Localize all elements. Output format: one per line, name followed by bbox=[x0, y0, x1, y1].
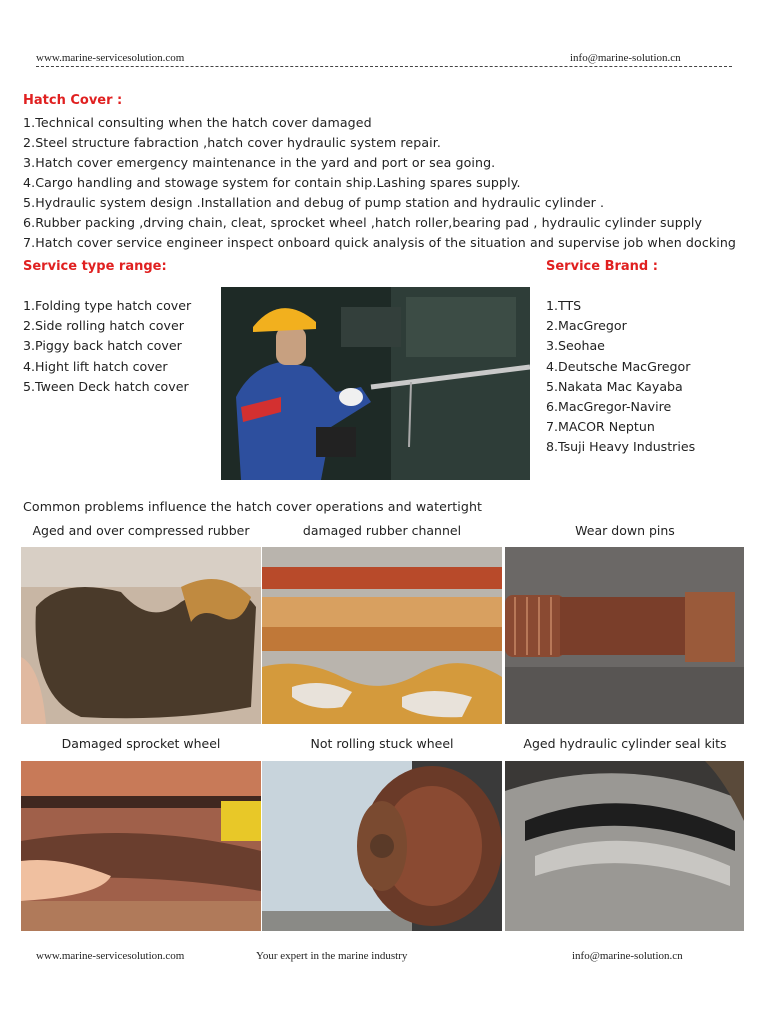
sprocket-wheel-photo bbox=[21, 761, 261, 931]
hatch-item-3: 3.Hatch cover emergency maintenance in the yard and port or sea going. bbox=[23, 155, 496, 170]
list-item: 3.Seohae bbox=[546, 338, 605, 354]
wear-pins-photo bbox=[505, 547, 744, 724]
header-email[interactable]: info@marine-solution.cn bbox=[570, 52, 681, 64]
caption-rubber-channel: damaged rubber channel bbox=[302, 523, 462, 538]
caption-wear-pins: Wear down pins bbox=[575, 523, 675, 538]
hatch-item-5: 5.Hydraulic system design .Installation and debug of pump station and hydraulic cylinder . bbox=[23, 195, 605, 210]
list-item: 2.Side rolling hatch cover bbox=[23, 318, 184, 334]
list-item: 6.MacGregor-Navire bbox=[546, 399, 672, 415]
list-item: 1.Folding type hatch cover bbox=[23, 298, 192, 313]
list-item: 5.Tween Deck hatch cover bbox=[23, 378, 189, 394]
seal-kits-photo bbox=[505, 761, 744, 931]
hatch-item-1: 1.Technical consulting when the hatch cover damaged bbox=[23, 115, 372, 130]
list-item: 1.TTS bbox=[546, 298, 582, 313]
list-item: 4.Deutsche MacGregor bbox=[546, 358, 691, 374]
stuck-wheel-photo bbox=[262, 761, 502, 931]
hatch-item-2: 2.Steel structure fabraction ,hatch cover hydraulic system repair. bbox=[23, 135, 441, 150]
hatch-item-7: 7.Hatch cover service engineer inspect onboard quick analysis of the situation and supervise job when docking bbox=[23, 235, 737, 250]
caption-sprocket-wheel: Damaged sprocket wheel bbox=[61, 736, 221, 751]
footer-website[interactable]: www.marine-servicesolution.com bbox=[36, 950, 185, 962]
header-website[interactable]: www.marine-servicesolution.com bbox=[36, 52, 185, 64]
caption-stuck-wheel: Not rolling stuck wheel bbox=[310, 736, 454, 751]
service-brand-list bbox=[546, 296, 695, 458]
hatch-item-6: 6.Rubber packing ,drving chain, cleat, sprocket wheel ,hatch roller,bearing pad , hydraulic cylinder supply bbox=[23, 215, 703, 230]
list-item: 4.Hight lift hatch cover bbox=[23, 358, 168, 374]
header-divider bbox=[36, 66, 732, 67]
list-item: 5.Nakata Mac Kayaba bbox=[546, 378, 683, 394]
caption-seal-kits: Aged hydraulic cylinder seal kits bbox=[523, 736, 727, 751]
caption-aged-rubber: Aged and over compressed rubber bbox=[32, 523, 250, 538]
service-type-list bbox=[23, 296, 191, 397]
problems-intro: Common problems influence the hatch cover operations and watertight bbox=[23, 499, 483, 514]
footer-email[interactable]: info@marine-solution.cn bbox=[572, 950, 683, 962]
service-brand-title: Service Brand : bbox=[546, 259, 658, 274]
list-item: 8.Tsuji Heavy Industries bbox=[546, 439, 696, 455]
engineer-inspection-photo bbox=[221, 287, 530, 480]
list-item: 3.Piggy back hatch cover bbox=[23, 338, 182, 354]
hatch-item-4: 4.Cargo handling and stowage system for contain ship.Lashing spares supply. bbox=[23, 175, 521, 190]
list-item: 2.MacGregor bbox=[546, 318, 627, 334]
rubber-channel-photo bbox=[262, 547, 502, 724]
hatch-cover-title: Hatch Cover : bbox=[23, 93, 123, 108]
list-item: 7.MACOR Neptun bbox=[546, 419, 655, 435]
service-type-title: Service type range: bbox=[23, 259, 167, 274]
footer-tagline: Your expert in the marine industry bbox=[256, 950, 408, 962]
aged-rubber-photo bbox=[21, 547, 261, 724]
